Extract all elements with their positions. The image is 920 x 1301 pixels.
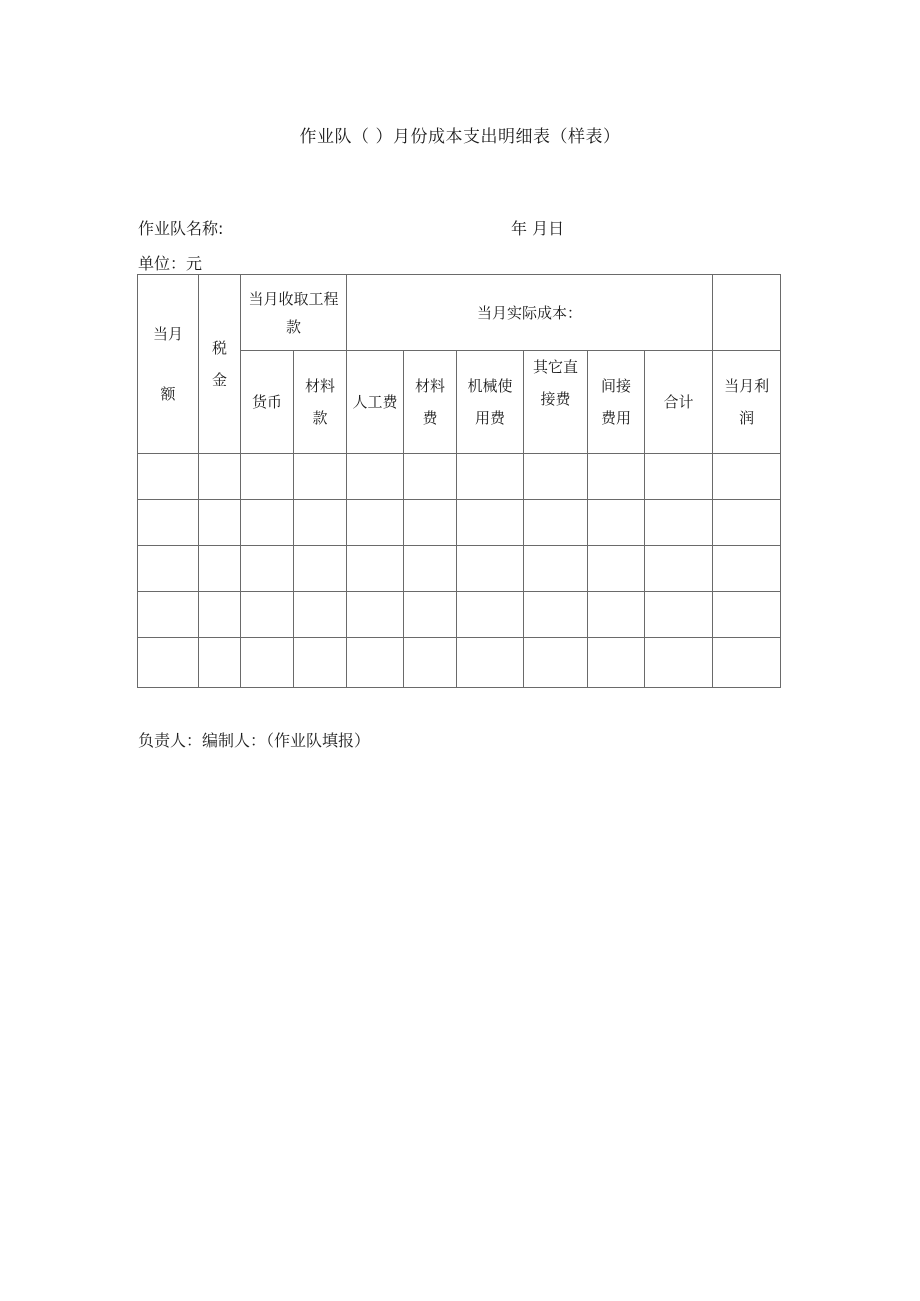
table-row [138, 546, 781, 592]
page-title: 作业队（ ）月份成本支出明细表（样表） [299, 127, 621, 147]
header-indirect [588, 351, 645, 454]
table-cell[interactable] [347, 592, 404, 638]
header-profit-line2: 润 [739, 409, 755, 427]
header-monthly-amount-line1: 当月 [152, 325, 183, 343]
table-row [138, 592, 781, 638]
table-cell[interactable] [138, 546, 199, 592]
table-cell[interactable] [347, 546, 404, 592]
header-labor: 人工费 [347, 351, 404, 454]
header-material-payment [294, 351, 347, 454]
header-received-group: 当月收取工程款 [241, 275, 347, 351]
table-cell[interactable] [294, 500, 347, 546]
table-cell[interactable] [347, 638, 404, 688]
table-cell[interactable] [713, 454, 781, 500]
table-cell[interactable] [138, 638, 199, 688]
table-cell[interactable] [404, 546, 457, 592]
header-indirect-line2: 费用 [601, 409, 632, 427]
table-cell[interactable] [294, 546, 347, 592]
header-tax-line2: 金 [211, 371, 227, 389]
table-cell[interactable] [457, 638, 524, 688]
header-profit-line1: 当月利 [724, 377, 770, 395]
table-cell[interactable] [404, 592, 457, 638]
header-other-direct [524, 351, 588, 454]
table-cell[interactable] [588, 454, 645, 500]
header-row-1 [138, 275, 781, 351]
header-material-payment-line2: 款 [312, 409, 328, 427]
header-total: 合计 [645, 351, 713, 454]
header-tax [199, 275, 241, 454]
header-machinery-line1: 机械使 [467, 377, 513, 395]
table-cell[interactable] [713, 638, 781, 688]
header-machinery [457, 351, 524, 454]
table-cell[interactable] [524, 638, 588, 688]
footer-signature-line: 负责人：编制人：（作业队填报） [138, 731, 371, 750]
table-cell[interactable] [457, 546, 524, 592]
table-cell[interactable] [645, 546, 713, 592]
date-label: 年 月日 [511, 219, 565, 238]
header-empty-cell [713, 275, 781, 351]
table-row [138, 500, 781, 546]
table-cell[interactable] [588, 592, 645, 638]
table-cell[interactable] [241, 638, 294, 688]
table-cell[interactable] [347, 500, 404, 546]
table-row [138, 454, 781, 500]
header-machinery-line2: 用费 [475, 409, 506, 427]
header-other-direct-line2: 接费 [540, 390, 571, 408]
table-cell[interactable] [645, 638, 713, 688]
table-cell[interactable] [347, 454, 404, 500]
header-material-fee-line1: 材料 [415, 377, 446, 395]
table-cell[interactable] [241, 500, 294, 546]
team-name-label: 作业队名称: [138, 219, 224, 238]
table-cell[interactable] [138, 500, 199, 546]
table-cell[interactable] [199, 638, 241, 688]
table-cell[interactable] [241, 454, 294, 500]
table-cell[interactable] [645, 454, 713, 500]
table-cell[interactable] [294, 638, 347, 688]
table-cell[interactable] [199, 546, 241, 592]
table-cell[interactable] [457, 592, 524, 638]
table-cell[interactable] [645, 592, 713, 638]
header-monthly-amount-line2: 额 [160, 385, 176, 403]
header-currency: 货币 [241, 351, 294, 454]
table-cell[interactable] [138, 592, 199, 638]
table-cell[interactable] [713, 592, 781, 638]
unit-label: 单位：元 [138, 254, 203, 273]
table-cell[interactable] [294, 454, 347, 500]
table-cell[interactable] [404, 500, 457, 546]
table-cell[interactable] [404, 638, 457, 688]
table-cell[interactable] [199, 500, 241, 546]
table-cell[interactable] [588, 638, 645, 688]
header-material-fee [404, 351, 457, 454]
header-actual-cost-group: 当月实际成本： [347, 275, 713, 351]
table-cell[interactable] [524, 592, 588, 638]
table-cell[interactable] [199, 592, 241, 638]
table-cell[interactable] [457, 500, 524, 546]
table-cell[interactable] [294, 592, 347, 638]
table-cell[interactable] [457, 454, 524, 500]
table-cell[interactable] [713, 500, 781, 546]
header-material-payment-line1: 材料 [305, 377, 336, 395]
header-monthly-amount [138, 275, 199, 454]
table-cell[interactable] [713, 546, 781, 592]
table-cell[interactable] [404, 454, 457, 500]
table-cell[interactable] [588, 500, 645, 546]
table-cell[interactable] [524, 500, 588, 546]
table-cell[interactable] [199, 454, 241, 500]
table-cell[interactable] [524, 454, 588, 500]
header-material-fee-line2: 费 [422, 409, 438, 427]
header-profit [713, 351, 781, 454]
header-tax-line1: 税 [211, 339, 227, 357]
cost-table [137, 274, 781, 688]
header-other-direct-line1: 其它直 [533, 358, 579, 376]
table-cell[interactable] [241, 546, 294, 592]
table-cell[interactable] [138, 454, 199, 500]
header-indirect-line1: 间接 [601, 377, 632, 395]
table-cell[interactable] [588, 546, 645, 592]
table-cell[interactable] [645, 500, 713, 546]
table-cell[interactable] [241, 592, 294, 638]
table-cell[interactable] [524, 546, 588, 592]
table-row [138, 638, 781, 688]
